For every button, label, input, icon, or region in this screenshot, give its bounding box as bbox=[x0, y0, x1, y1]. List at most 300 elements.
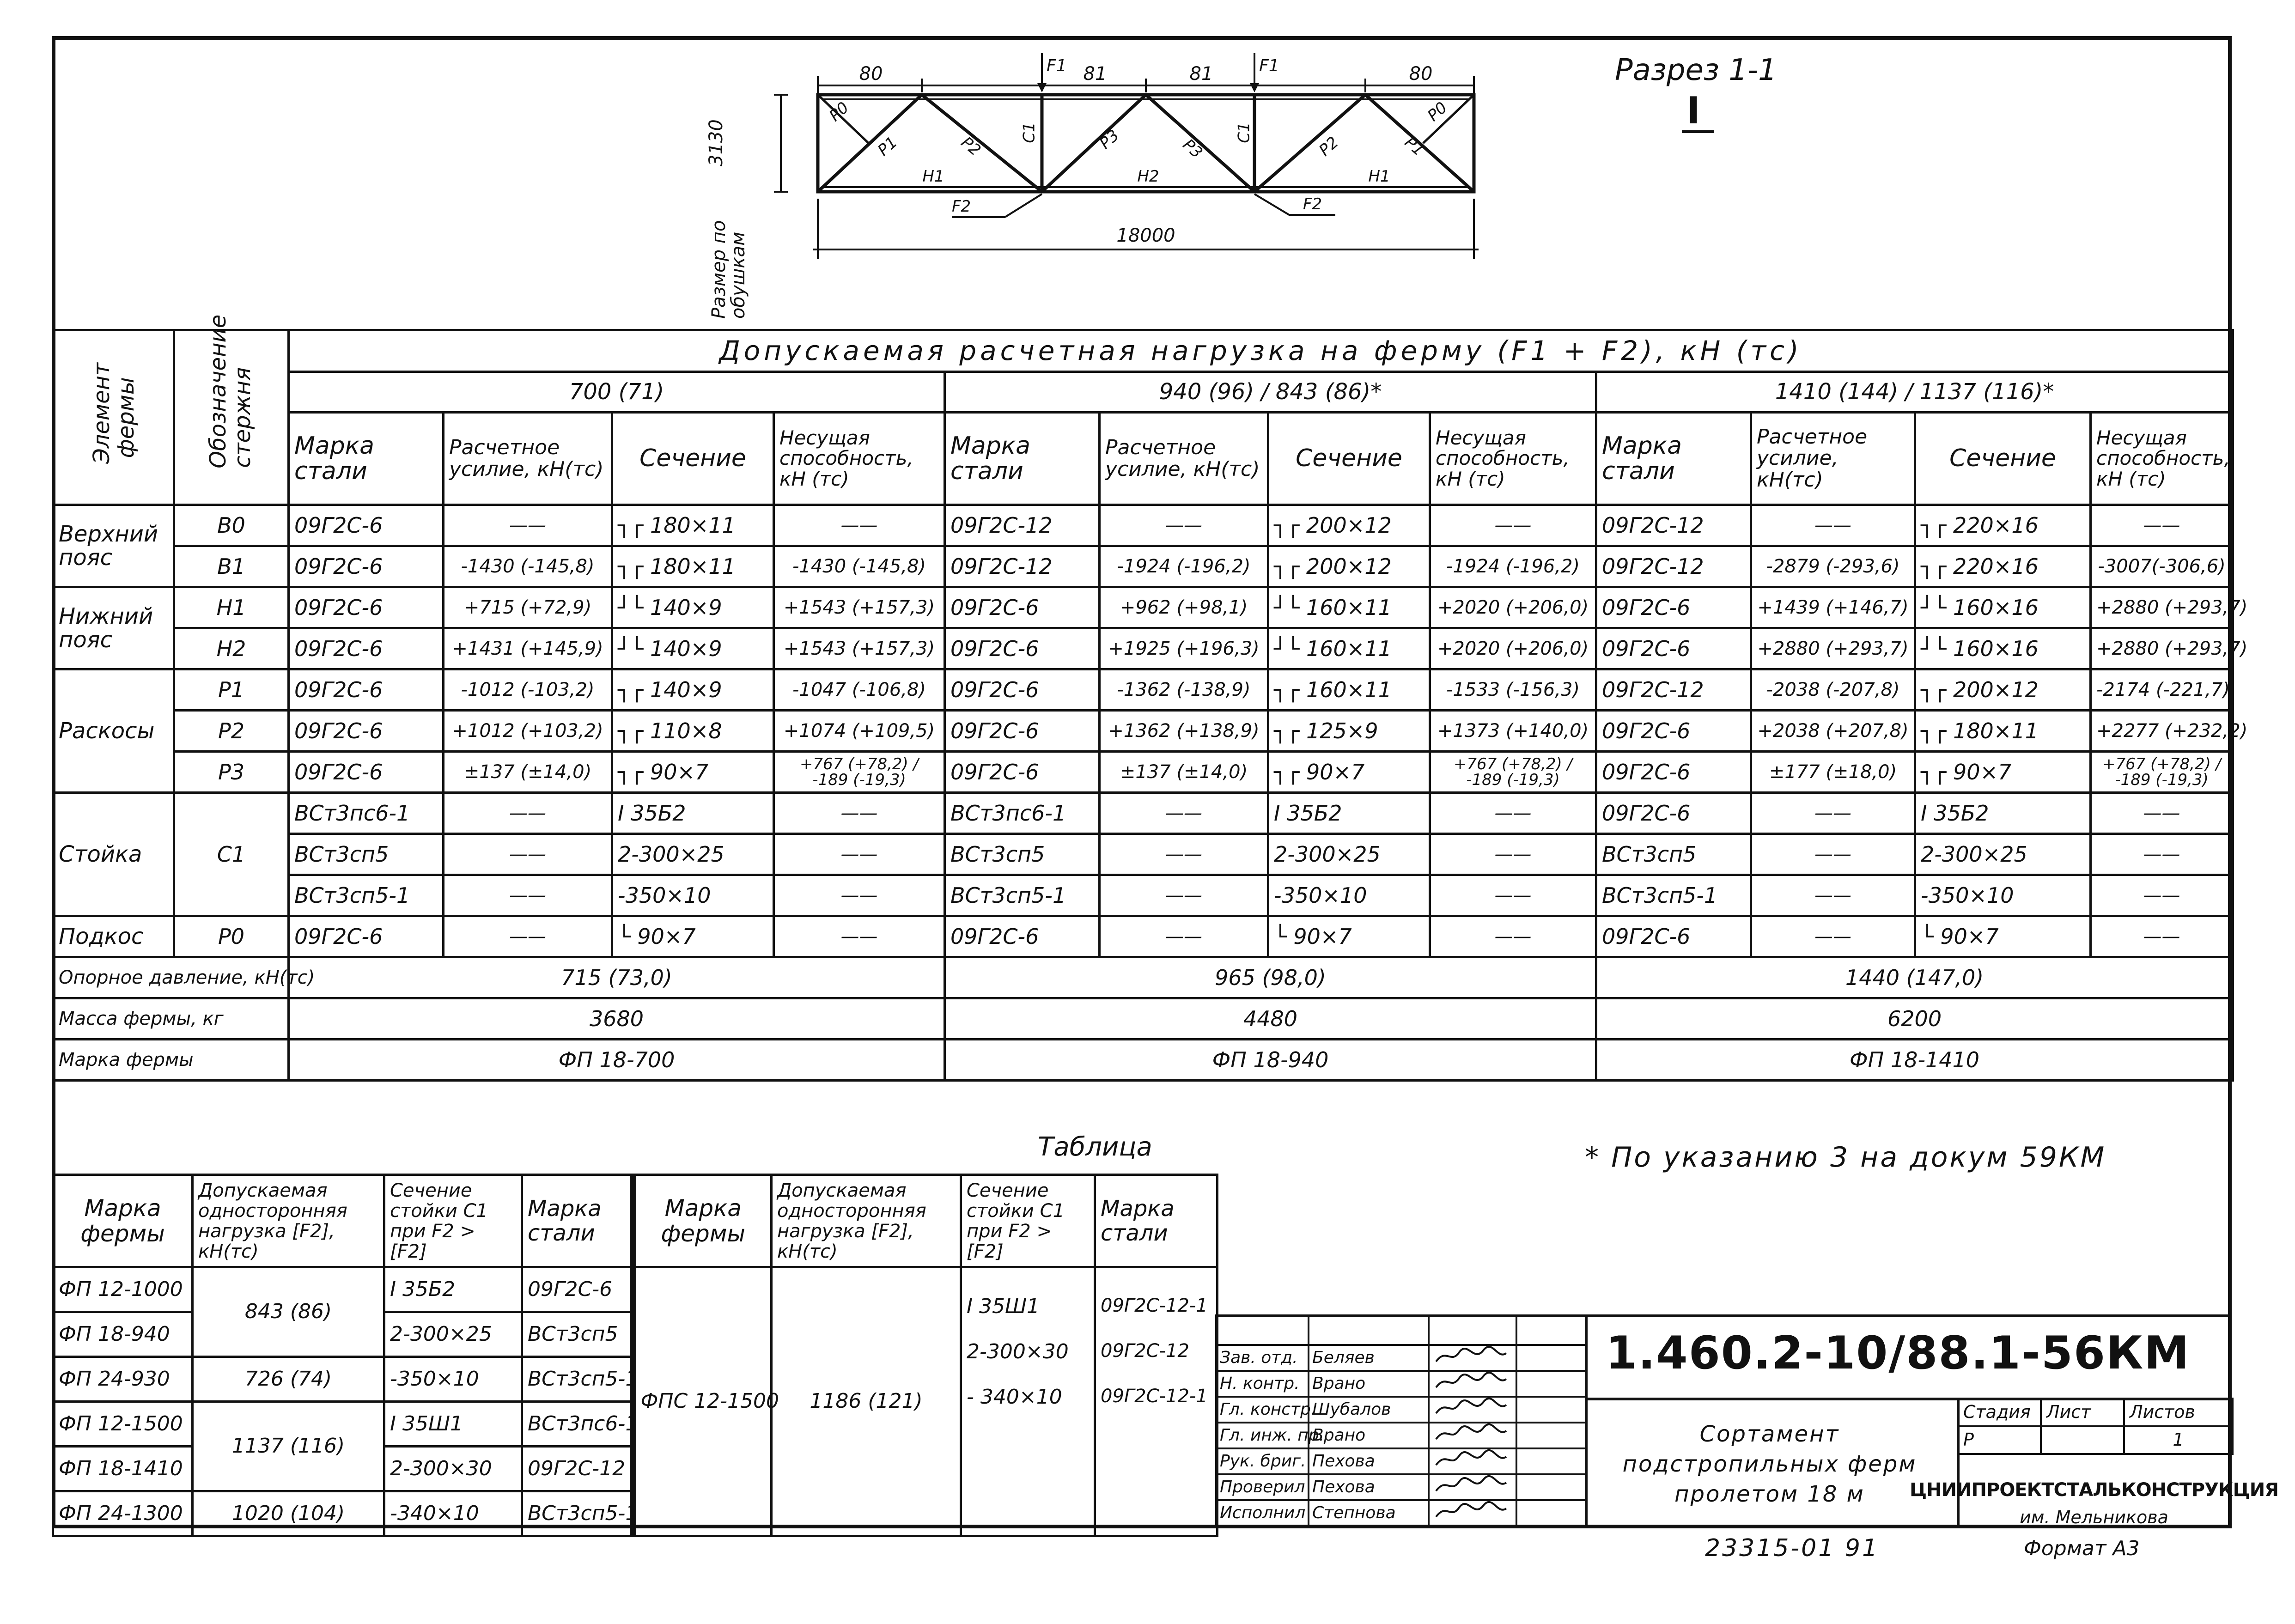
section-cell: ┐┌ 200×12 bbox=[1268, 505, 1430, 546]
capacity-cell: —— bbox=[1430, 834, 1596, 875]
design-force-cell: —— bbox=[1100, 793, 1268, 834]
main-row bbox=[53, 793, 2233, 834]
steel-grade-cell: 09Г2С-6 bbox=[289, 752, 444, 793]
design-force-cell: —— bbox=[1751, 916, 1915, 957]
design-force-cell: —— bbox=[1751, 834, 1915, 875]
section-cell: ┘└ 140×9 bbox=[612, 628, 774, 669]
signature-date bbox=[1516, 1474, 1586, 1500]
design-force-cell: -1924 (-196,2) bbox=[1100, 546, 1268, 587]
right-steel-grade: 09Г2С-12-1 bbox=[1101, 1295, 1208, 1316]
post-section-cell: I 35Б2 bbox=[384, 1267, 522, 1312]
main-table-body bbox=[53, 505, 2248, 957]
section-cell: ┐┌ 125×9 bbox=[1268, 711, 1430, 752]
steel-grade-cell: 09Г2С-12 bbox=[522, 1447, 633, 1491]
bar-designation-cell: Н2 bbox=[174, 628, 289, 669]
bar-designation-cell: Р2 bbox=[174, 711, 289, 752]
capacity-cell: —— bbox=[774, 505, 945, 546]
signature-row bbox=[1216, 1397, 1586, 1423]
load-group-700: 700 (71) bbox=[289, 372, 945, 413]
dim-top-2: 81 bbox=[1083, 63, 1107, 85]
design-force-cell: ±137 (±14,0) bbox=[444, 752, 612, 793]
subhdr-capacity-2: Несущая способность, кН (тс) bbox=[1430, 413, 1596, 505]
steel-grade-cell: ВСт3сп5-1 bbox=[289, 875, 444, 916]
signature-name: Врано bbox=[1309, 1423, 1429, 1448]
allowable-load-cell: 726 (74) bbox=[193, 1357, 384, 1402]
section-cell: I 35Б2 bbox=[612, 793, 774, 834]
steel-grade-cell: ВСт3сп5 bbox=[1596, 834, 1751, 875]
section-cell: I 35Б2 bbox=[1915, 793, 2091, 834]
design-force-cell: —— bbox=[444, 505, 612, 546]
capacity-cell: —— bbox=[1430, 793, 1596, 834]
right-post-section: 2-300×30 bbox=[967, 1340, 1069, 1363]
section-i-beam-icon: I bbox=[1686, 89, 1700, 132]
steel-grade-cell: 09Г2С-6 bbox=[289, 916, 444, 957]
design-force-cell: —— bbox=[1751, 793, 1915, 834]
design-force-cell: +2038 (+207,8) bbox=[1751, 711, 1915, 752]
steel-grade-cell: 09Г2С-6 bbox=[1596, 711, 1751, 752]
signature-name: Беляев bbox=[1309, 1345, 1429, 1371]
member-p3-right: P3 bbox=[1179, 135, 1206, 162]
sheet-format: Формат А3 bbox=[2024, 1537, 2140, 1560]
handwritten-signature-icon bbox=[1429, 1371, 1516, 1397]
section-title: Разрез 1-1 bbox=[1615, 53, 1777, 87]
truss-mark-cell: ФП 18-940 bbox=[53, 1312, 193, 1357]
main-row bbox=[53, 546, 2233, 587]
section-cell: ┐┌ 90×7 bbox=[1268, 752, 1430, 793]
section-cell: ┘└ 160×16 bbox=[1915, 587, 2091, 628]
capacity-cell: -1047 (-106,8) bbox=[774, 669, 945, 711]
capacity-cell: +1074 (+109,5) bbox=[774, 711, 945, 752]
design-force-cell: —— bbox=[444, 875, 612, 916]
summary-value: ФП 18-1410 bbox=[1596, 1040, 2233, 1081]
summary-value: 965 (98,0) bbox=[945, 957, 1596, 998]
steel-grade-cell: 09Г2С-6 bbox=[289, 628, 444, 669]
handwritten-signature-icon bbox=[1429, 1397, 1516, 1423]
truss-mark-cell: ФП 24-1300 bbox=[53, 1491, 193, 1536]
dim-top-4: 80 bbox=[1409, 63, 1433, 85]
steel-grade-cell: 09Г2С-6 bbox=[1596, 628, 1751, 669]
bar-designation-cell: Р3 bbox=[174, 752, 289, 793]
section-underline bbox=[1682, 130, 1714, 133]
bar-designation-cell: С1 bbox=[174, 793, 289, 916]
signature-blank-cell bbox=[1429, 1315, 1516, 1345]
signature-name: Шубалов bbox=[1309, 1397, 1429, 1423]
chord-h1-left: H1 bbox=[922, 167, 944, 186]
design-force-cell: -1430 (-145,8) bbox=[444, 546, 612, 587]
chord-h2: H2 bbox=[1137, 167, 1159, 186]
signature-role: Исполнил bbox=[1216, 1500, 1309, 1526]
subhdr-section-1: Сечение bbox=[612, 413, 774, 505]
capacity-cell: —— bbox=[1430, 505, 1596, 546]
steel-grade-cell: 09Г2С-6 bbox=[1596, 752, 1751, 793]
section-cell: ┐┌ 90×7 bbox=[612, 752, 774, 793]
steel-grade-cell: 09Г2С-6 bbox=[522, 1267, 633, 1312]
steel-grade-cell: ВСт3пс6-1 bbox=[522, 1402, 633, 1447]
dim-top-3: 81 bbox=[1189, 63, 1213, 85]
capacity-cell: +2880 (+293,7) bbox=[2091, 628, 2233, 669]
subhdr-steel-2: Марка стали bbox=[945, 413, 1100, 505]
steel-grade-cell: ВСт3сп5-1 bbox=[945, 875, 1100, 916]
design-force-cell: -1362 (-138,9) bbox=[1100, 669, 1268, 711]
steel-grade-cell: ВСт3пс6-1 bbox=[289, 793, 444, 834]
sheet-header: Лист bbox=[2041, 1399, 2124, 1426]
main-row bbox=[53, 875, 2233, 916]
steel-grade-cell: 09Г2С-6 bbox=[289, 587, 444, 628]
section-cell: ┐┌ 220×16 bbox=[1915, 505, 2091, 546]
load-header-title: Допускаемая расчетная нагрузка на ферму (F1 + F2), кН (тс) bbox=[289, 330, 2233, 372]
bar-designation-cell: Р0 bbox=[174, 916, 289, 957]
design-force-cell: +1362 (+138,9) bbox=[1100, 711, 1268, 752]
section-cell: -350×10 bbox=[1915, 875, 2091, 916]
capacity-cell: +2880 (+293,7) bbox=[2091, 587, 2233, 628]
steel-grade-cell: ВСт3сп5-1 bbox=[1596, 875, 1751, 916]
bar-designation-cell: Н1 bbox=[174, 587, 289, 628]
steel-grade-cell: ВСт3сп5 bbox=[945, 834, 1100, 875]
steel-grade-cell: 09Г2С-12 bbox=[1596, 669, 1751, 711]
section-cell: ┐┌ 180×11 bbox=[612, 546, 774, 587]
subhdr-capacity-3: Несущая способность, кН (тс) bbox=[2091, 413, 2233, 505]
signature-role: Н. контр. bbox=[1216, 1371, 1309, 1397]
section-cell: └ 90×7 bbox=[612, 916, 774, 957]
main-row bbox=[53, 711, 2233, 752]
lh-section-2: Сечение стойки С1 при F2 > [F2] bbox=[961, 1175, 1095, 1267]
signature-name: Врано bbox=[1309, 1371, 1429, 1397]
steel-grade-cell: 09Г2С-6 bbox=[945, 916, 1100, 957]
capacity-cell: +767 (+78,2) / -189 (-19,3) bbox=[1430, 752, 1596, 793]
member-p0-right: P0 bbox=[1424, 98, 1451, 125]
capacity-cell: +1373 (+140,0) bbox=[1430, 711, 1596, 752]
title-name-line-3: пролетом 18 м bbox=[1674, 1481, 1865, 1507]
lh-steel-2: Марка стали bbox=[1095, 1175, 1218, 1267]
handwritten-signature-icon bbox=[1429, 1423, 1516, 1448]
section-cell: -350×10 bbox=[1268, 875, 1430, 916]
capacity-cell: —— bbox=[2091, 793, 2233, 834]
section-cell: ┐┌ 200×12 bbox=[1915, 669, 2091, 711]
summary-row bbox=[53, 1040, 2233, 1081]
post-section-cell: I 35Ш1 bbox=[384, 1402, 522, 1447]
summary-value: 6200 bbox=[1596, 998, 2233, 1040]
signature-date bbox=[1516, 1500, 1586, 1526]
subhdr-section-3: Сечение bbox=[1915, 413, 2091, 505]
force-f1-right: F1 bbox=[1259, 56, 1279, 75]
truss-scheme bbox=[0, 0, 2295, 333]
post-section-cell: -350×10 bbox=[384, 1357, 522, 1402]
summary-value: 3680 bbox=[289, 998, 945, 1040]
truss-mark-cell: ФП 12-1500 bbox=[53, 1402, 193, 1447]
section-cell: ┐┌ 180×11 bbox=[1915, 711, 2091, 752]
design-force-cell: —— bbox=[1751, 505, 1915, 546]
section-cell: ┐┌ 200×12 bbox=[1268, 546, 1430, 587]
capacity-cell: —— bbox=[1430, 875, 1596, 916]
design-force-cell: +1012 (+103,2) bbox=[444, 711, 612, 752]
signature-table bbox=[1215, 1314, 1587, 1527]
col-element-header: Элемент фермы bbox=[53, 330, 174, 505]
summary-row bbox=[53, 998, 2233, 1040]
lh-section-1: Сечение стойки С1 при F2 > [F2] bbox=[384, 1175, 522, 1267]
steel-grade-cell: 09Г2С-6 bbox=[945, 628, 1100, 669]
right-post-section: I 35Ш1 bbox=[967, 1295, 1040, 1318]
section-cell: ┐┌ 220×16 bbox=[1915, 546, 2091, 587]
organization-subname: им. Мельникова bbox=[2020, 1507, 2168, 1527]
signature-name: Пехова bbox=[1309, 1474, 1429, 1500]
lower-table-caption: Таблица bbox=[1038, 1132, 1152, 1162]
capacity-cell: —— bbox=[774, 834, 945, 875]
signature-date bbox=[1516, 1423, 1586, 1448]
summary-value: ФП 18-940 bbox=[945, 1040, 1596, 1081]
design-force-cell: —— bbox=[444, 793, 612, 834]
load-group-940: 940 (96) / 843 (86)* bbox=[945, 372, 1596, 413]
subhdr-steel-1: Марка стали bbox=[289, 413, 444, 505]
handwritten-signature-icon bbox=[1429, 1345, 1516, 1371]
right-post-section: - 340×10 bbox=[967, 1385, 1062, 1409]
element-cell: Нижний пояс bbox=[53, 587, 174, 669]
subhdr-steel-3: Марка стали bbox=[1596, 413, 1751, 505]
design-force-cell: -2038 (-207,8) bbox=[1751, 669, 1915, 711]
steel-grade-cell: 09Г2С-12 bbox=[1596, 546, 1751, 587]
right-steel-grade: 09Г2С-12-1 bbox=[1101, 1386, 1208, 1407]
capacity-cell: +1543 (+157,3) bbox=[774, 628, 945, 669]
capacity-cell: -3007(-306,6) bbox=[2091, 546, 2233, 587]
load-group-1410: 1410 (144) / 1137 (116)* bbox=[1596, 372, 2233, 413]
summary-value: ФП 18-700 bbox=[289, 1040, 945, 1081]
summary-label: Масса фермы, кг bbox=[53, 998, 289, 1040]
design-force-cell: +715 (+72,9) bbox=[444, 587, 612, 628]
allowable-load-cell: 1137 (116) bbox=[193, 1402, 384, 1491]
truss-mark-cell: ФП 18-1410 bbox=[53, 1447, 193, 1491]
capacity-cell: —— bbox=[2091, 875, 2233, 916]
design-force-cell: -2879 (-293,6) bbox=[1751, 546, 1915, 587]
right-steel-grades bbox=[1095, 1267, 1218, 1536]
summary-value: 1440 (147,0) bbox=[1596, 957, 2233, 998]
right-allowable-load-cell: 1186 (121) bbox=[772, 1267, 961, 1536]
bar-designation-cell: Р1 bbox=[174, 669, 289, 711]
main-table bbox=[52, 314, 2248, 1082]
design-force-cell: —— bbox=[1751, 875, 1915, 916]
title-name-line-1: Сортамент bbox=[1699, 1421, 1840, 1447]
capacity-cell: +1543 (+157,3) bbox=[774, 587, 945, 628]
steel-grade-cell: ВСт3пс6-1 bbox=[945, 793, 1100, 834]
section-cell: 2-300×25 bbox=[1915, 834, 2091, 875]
capacity-cell: -1924 (-196,2) bbox=[1430, 546, 1596, 587]
element-cell: Верхний пояс bbox=[53, 505, 174, 587]
stage-header: Стадия bbox=[1958, 1399, 2041, 1426]
capacity-cell: +2020 (+206,0) bbox=[1430, 587, 1596, 628]
member-c1-right: C1 bbox=[1235, 122, 1254, 143]
signature-name: Пехова bbox=[1309, 1448, 1429, 1474]
force-f1-left: F1 bbox=[1047, 56, 1067, 75]
member-p2-right: P2 bbox=[1315, 133, 1343, 160]
sheet-value bbox=[2041, 1426, 2124, 1454]
main-row bbox=[53, 916, 2233, 957]
signature-date bbox=[1516, 1448, 1586, 1474]
steel-grade-cell: ВСт3сп5 bbox=[289, 834, 444, 875]
capacity-cell: +2277 (+232,2) bbox=[2091, 711, 2233, 752]
truss-mark-cell: ФП 12-1000 bbox=[53, 1267, 193, 1312]
section-cell: └ 90×7 bbox=[1915, 916, 2091, 957]
member-p2-left: P2 bbox=[957, 133, 985, 160]
signature-row bbox=[1216, 1371, 1586, 1397]
main-row bbox=[53, 752, 2233, 793]
subhdr-capacity-1: Несущая способность, кН (тс) bbox=[774, 413, 945, 505]
signature-name: Степнова bbox=[1309, 1500, 1429, 1526]
main-row bbox=[53, 669, 2233, 711]
signature-blank-cell bbox=[1309, 1315, 1429, 1345]
member-p0-left: P0 bbox=[826, 98, 853, 125]
bar-designation-cell: В1 bbox=[174, 546, 289, 587]
section-cell: ┐┌ 140×9 bbox=[612, 669, 774, 711]
member-c1-left: C1 bbox=[1020, 122, 1039, 143]
design-force-cell: ±177 (±18,0) bbox=[1751, 752, 1915, 793]
lh-mark-2: Марка фермы bbox=[633, 1175, 772, 1267]
summary-value: 715 (73,0) bbox=[289, 957, 945, 998]
member-p3-left: P3 bbox=[1096, 126, 1123, 153]
signature-role: Гл. констр. bbox=[1216, 1397, 1309, 1423]
handwritten-signature-icon bbox=[1429, 1500, 1516, 1526]
section-cell: ┘└ 160×11 bbox=[1268, 587, 1430, 628]
signature-role: Гл. инж. пр. bbox=[1216, 1423, 1309, 1448]
capacity-cell: —— bbox=[2091, 834, 2233, 875]
title-name-line-2: подстропильных ферм bbox=[1622, 1451, 1917, 1477]
section-cell: 2-300×25 bbox=[1268, 834, 1430, 875]
steel-grade-cell: 09Г2С-6 bbox=[1596, 916, 1751, 957]
post-section-cell: 2-300×30 bbox=[384, 1447, 522, 1491]
section-cell: ┘└ 160×11 bbox=[1268, 628, 1430, 669]
signature-row bbox=[1216, 1474, 1586, 1500]
title-name-left-divider bbox=[1585, 1314, 1588, 1528]
design-force-cell: -1012 (-103,2) bbox=[444, 669, 612, 711]
section-cell: -350×10 bbox=[612, 875, 774, 916]
steel-grade-cell: 09Г2С-6 bbox=[945, 752, 1100, 793]
right-post-sections bbox=[961, 1267, 1095, 1536]
signature-row bbox=[1216, 1500, 1586, 1526]
post-section-cell: 2-300×25 bbox=[384, 1312, 522, 1357]
signature-role: Зав. отд. bbox=[1216, 1345, 1309, 1371]
section-cell: ┐┌ 180×11 bbox=[612, 505, 774, 546]
allowable-load-cell: 1020 (104) bbox=[193, 1491, 384, 1536]
signature-date bbox=[1516, 1345, 1586, 1371]
steel-grade-cell: 09Г2С-6 bbox=[289, 711, 444, 752]
main-row bbox=[53, 505, 2233, 546]
steel-grade-cell: ВСт3сп5-1 bbox=[522, 1491, 633, 1536]
section-cell: ┐┌ 160×11 bbox=[1268, 669, 1430, 711]
design-force-cell: —— bbox=[1100, 875, 1268, 916]
section-cell: └ 90×7 bbox=[1268, 916, 1430, 957]
steel-grade-cell: 09Г2С-12 bbox=[945, 546, 1100, 587]
post-section-cell: -340×10 bbox=[384, 1491, 522, 1536]
subhdr-force-2: Расчетное усилие, кН(тс) bbox=[1100, 413, 1268, 505]
summary-value: 4480 bbox=[945, 998, 1596, 1040]
section-cell: ┘└ 160×16 bbox=[1915, 628, 2091, 669]
design-force-cell: +1925 (+196,3) bbox=[1100, 628, 1268, 669]
height-dimension: 3130 bbox=[706, 119, 727, 166]
dimension-note: Размер по обушкам bbox=[708, 220, 749, 319]
design-force-cell: +1439 (+146,7) bbox=[1751, 587, 1915, 628]
steel-grade-cell: 09Г2С-6 bbox=[289, 505, 444, 546]
capacity-cell: -1533 (-156,3) bbox=[1430, 669, 1596, 711]
stage-table bbox=[1957, 1398, 2234, 1455]
lh-mark-1: Марка фермы bbox=[53, 1175, 193, 1267]
signature-row bbox=[1216, 1448, 1586, 1474]
capacity-cell: —— bbox=[2091, 916, 2233, 957]
design-force-cell: —— bbox=[444, 916, 612, 957]
sheets-header: Листов bbox=[2124, 1399, 2233, 1426]
signature-row bbox=[1216, 1423, 1586, 1448]
capacity-cell: -2174 (-221,7) bbox=[2091, 669, 2233, 711]
design-force-cell: —— bbox=[1100, 916, 1268, 957]
stage-value: Р bbox=[1958, 1426, 2041, 1454]
lower-table-body bbox=[53, 1267, 1218, 1536]
archive-number: 23315-01 91 bbox=[1705, 1534, 1880, 1562]
main-row bbox=[53, 587, 2233, 628]
main-row bbox=[53, 834, 2233, 875]
handwritten-signature-icon bbox=[1429, 1448, 1516, 1474]
lower-row bbox=[53, 1267, 1218, 1312]
design-force-cell: +962 (+98,1) bbox=[1100, 587, 1268, 628]
subhdr-force-1: Расчетное усилие, кН(тс) bbox=[444, 413, 612, 505]
steel-grade-cell: 09Г2С-12 bbox=[945, 505, 1100, 546]
design-force-cell: —— bbox=[1100, 505, 1268, 546]
member-p1-left: P1 bbox=[874, 133, 901, 160]
section-cell: ┐┌ 110×8 bbox=[612, 711, 774, 752]
signature-role: Рук. бриг. bbox=[1216, 1448, 1309, 1474]
steel-grade-cell: 09Г2С-6 bbox=[945, 711, 1100, 752]
summary-label: Марка фермы bbox=[53, 1040, 289, 1081]
steel-grade-cell: ВСт3сп5 bbox=[522, 1312, 633, 1357]
main-row bbox=[53, 628, 2233, 669]
steel-grade-cell: 09Г2С-6 bbox=[289, 546, 444, 587]
steel-grade-cell: 09Г2С-12 bbox=[1596, 505, 1751, 546]
capacity-cell: —— bbox=[774, 793, 945, 834]
capacity-cell: —— bbox=[1430, 916, 1596, 957]
lh-load-2: Допускаемая односторонняя нагрузка [F2], кН(тс) bbox=[772, 1175, 961, 1267]
design-force-cell: —— bbox=[444, 834, 612, 875]
capacity-cell: —— bbox=[2091, 505, 2233, 546]
force-f2-left: F2 bbox=[952, 197, 971, 216]
lh-load-1: Допускаемая односторонняя нагрузка [F2], кН(тс) bbox=[193, 1175, 384, 1267]
design-force-cell: +2880 (+293,7) bbox=[1751, 628, 1915, 669]
steel-grade-cell: 09Г2С-6 bbox=[289, 669, 444, 711]
steel-grade-cell: 09Г2С-6 bbox=[1596, 587, 1751, 628]
summary-label: Опорное давление, кН(тс) bbox=[53, 957, 289, 998]
allowable-load-cell: 843 (86) bbox=[193, 1267, 384, 1357]
signature-blank-cell bbox=[1516, 1315, 1586, 1345]
capacity-cell: -1430 (-145,8) bbox=[774, 546, 945, 587]
subhdr-section-2: Сечение bbox=[1268, 413, 1430, 505]
section-cell: I 35Б2 bbox=[1268, 793, 1430, 834]
design-force-cell: —— bbox=[1100, 834, 1268, 875]
span-dimension: 18000 bbox=[1116, 225, 1175, 246]
right-steel-grade: 09Г2С-12 bbox=[1101, 1340, 1189, 1362]
summary-body bbox=[53, 957, 2233, 1081]
signature-role: Проверил bbox=[1216, 1474, 1309, 1500]
truss-mark-cell: ФП 24-930 bbox=[53, 1357, 193, 1402]
signature-date bbox=[1516, 1397, 1586, 1423]
right-truss-mark-cell: ФПС 12-1500 bbox=[633, 1267, 772, 1536]
section-cell: 2-300×25 bbox=[612, 834, 774, 875]
lower-table bbox=[52, 1174, 1218, 1537]
steel-grade-cell: 09Г2С-6 bbox=[945, 587, 1100, 628]
sheets-value: 1 bbox=[2124, 1426, 2233, 1454]
bar-designation-cell: В0 bbox=[174, 505, 289, 546]
footnote: * По указанию 3 на докум 59КМ bbox=[1585, 1141, 2106, 1174]
chord-h1-right: H1 bbox=[1368, 167, 1390, 186]
capacity-cell: +767 (+78,2) / -189 (-19,3) bbox=[2091, 752, 2233, 793]
document-code: 1.460.2-10/88.1-56КМ bbox=[1606, 1327, 2190, 1380]
force-f2-right: F2 bbox=[1303, 195, 1322, 213]
organization-name: ЦНИИПРОЕКТСТАЛЬКОНСТРУКЦИЯ bbox=[1909, 1479, 2279, 1501]
steel-grade-cell: ВСт3сп5-1 bbox=[522, 1357, 633, 1402]
capacity-cell: —— bbox=[774, 916, 945, 957]
